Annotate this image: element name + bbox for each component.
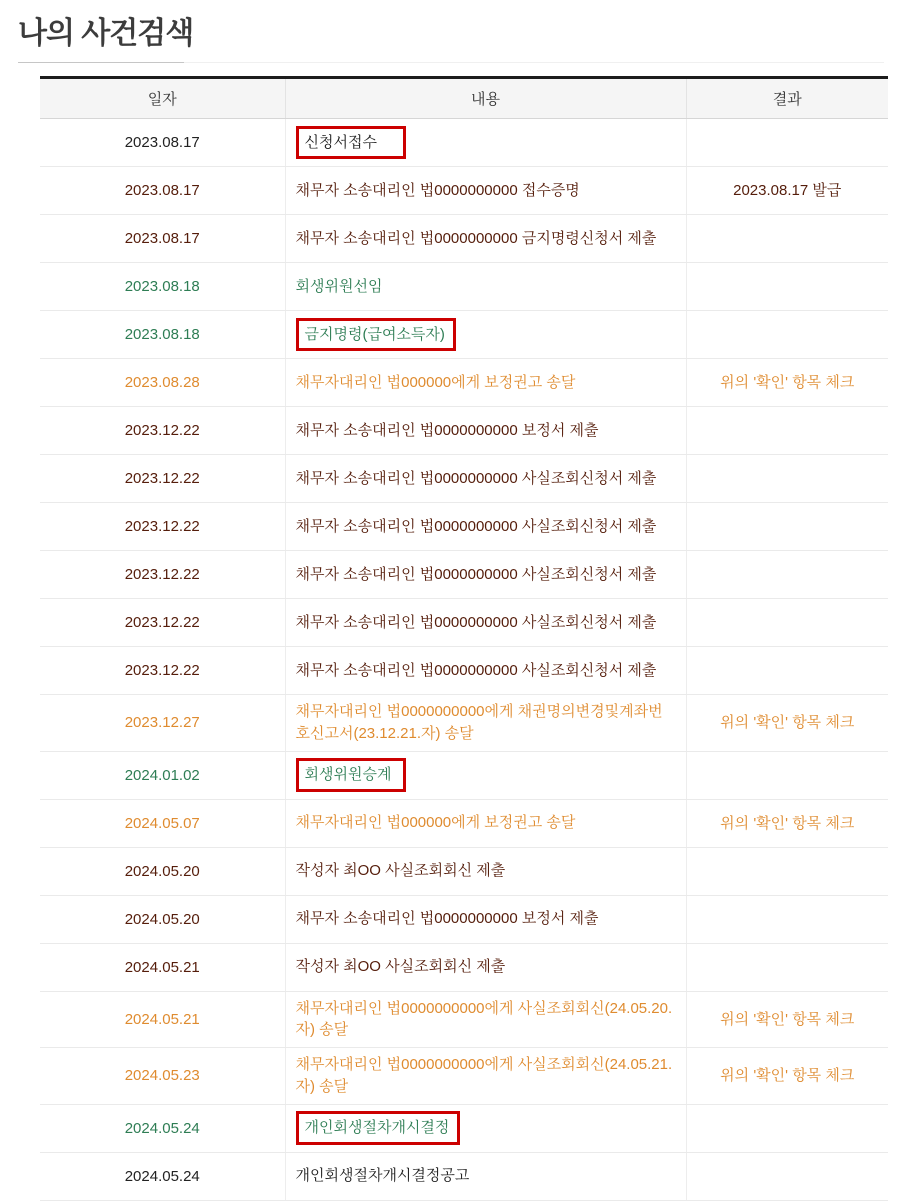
row-result: 위의 '확인' 항목 체크 (686, 695, 888, 752)
row-result: 위의 '확인' 항목 체크 (686, 991, 888, 1048)
table-header-row (40, 78, 888, 119)
row-content: 작성자 최OO 사실조회회신 제출 (285, 943, 686, 991)
highlight-box: 개인회생절차개시결정 (296, 1111, 461, 1145)
row-result (686, 1104, 888, 1152)
row-content: 채무자대리인 법0000000000에게 사실조회회신(24.05.20.자) 송달 (285, 991, 686, 1048)
row-content: 채무자대리인 법000000에게 보정권고 송달 (285, 799, 686, 847)
table-row (40, 799, 888, 847)
row-date: 2023.12.22 (40, 455, 285, 503)
case-table-body (40, 119, 888, 1201)
table-row (40, 695, 888, 752)
row-content: 채무자대리인 법0000000000에게 채권명의변경및계좌번호신고서(23.12.21.자) 송달 (285, 695, 686, 752)
row-result (686, 943, 888, 991)
row-content (285, 311, 686, 359)
table-row (40, 1048, 888, 1105)
row-result (686, 407, 888, 455)
table-row (40, 943, 888, 991)
row-result (686, 751, 888, 799)
table-row (40, 551, 888, 599)
table-row (40, 167, 888, 215)
row-date: 2024.05.07 (40, 799, 285, 847)
row-result (686, 551, 888, 599)
row-content: 채무자 소송대리인 법0000000000 사실조회신청서 제출 (285, 455, 686, 503)
row-content: 채무자 소송대리인 법0000000000 보정서 제출 (285, 407, 686, 455)
table-row (40, 895, 888, 943)
row-date: 2023.08.18 (40, 263, 285, 311)
row-content: 작성자 최OO 사실조회회신 제출 (285, 847, 686, 895)
row-result (686, 311, 888, 359)
row-result (686, 263, 888, 311)
row-content: 채무자 소송대리인 법0000000000 사실조회신청서 제출 (285, 503, 686, 551)
table-row (40, 311, 888, 359)
table-row (40, 215, 888, 263)
table-row (40, 263, 888, 311)
table-row (40, 1152, 888, 1200)
table-row (40, 599, 888, 647)
row-content: 개인회생절차개시결정공고 (285, 1152, 686, 1200)
row-result (686, 647, 888, 695)
row-date: 2024.05.21 (40, 991, 285, 1048)
table-row (40, 503, 888, 551)
table-row (40, 1104, 888, 1152)
table-header (40, 78, 888, 119)
row-result: 위의 '확인' 항목 체크 (686, 1048, 888, 1105)
row-date: 2023.08.18 (40, 311, 285, 359)
row-date: 2023.12.22 (40, 647, 285, 695)
table-row (40, 647, 888, 695)
row-date: 2023.12.22 (40, 503, 285, 551)
row-content: 채무자 소송대리인 법0000000000 보정서 제출 (285, 895, 686, 943)
page-title: 나의 사건검색 (18, 17, 194, 50)
row-content: 채무자 소송대리인 법0000000000 접수증명 (285, 167, 686, 215)
highlight-box: 금지명령(급여소득자) (296, 318, 456, 352)
row-content: 채무자 소송대리인 법0000000000 사실조회신청서 제출 (285, 599, 686, 647)
row-result: 위의 '확인' 항목 체크 (686, 359, 888, 407)
row-date: 2023.12.22 (40, 599, 285, 647)
row-result (686, 215, 888, 263)
row-content (285, 1104, 686, 1152)
row-result: 위의 '확인' 항목 체크 (686, 799, 888, 847)
table-row (40, 359, 888, 407)
table-row (40, 847, 888, 895)
row-date: 2024.05.24 (40, 1152, 285, 1200)
row-content: 채무자 소송대리인 법0000000000 사실조회신청서 제출 (285, 551, 686, 599)
row-result (686, 503, 888, 551)
table-row (40, 407, 888, 455)
row-date: 2024.05.23 (40, 1048, 285, 1105)
highlight-box: 회생위원승계 (296, 758, 406, 792)
row-date: 2024.01.02 (40, 751, 285, 799)
row-result (686, 1152, 888, 1200)
row-date: 2023.08.17 (40, 167, 285, 215)
title-divider-accent (18, 62, 184, 63)
table-row (40, 455, 888, 503)
row-date: 2023.12.27 (40, 695, 285, 752)
row-content: 채무자 소송대리인 법0000000000 사실조회신청서 제출 (285, 647, 686, 695)
case-history-table (40, 76, 888, 1201)
column-header-content: 내용 (285, 78, 686, 119)
column-header-result: 결과 (686, 78, 888, 119)
row-date: 2023.12.22 (40, 407, 285, 455)
row-content: 채무자대리인 법000000에게 보정권고 송달 (285, 359, 686, 407)
row-result (686, 119, 888, 167)
row-result (686, 455, 888, 503)
row-date: 2023.08.28 (40, 359, 285, 407)
table-row (40, 751, 888, 799)
highlight-box: 신청서접수 (296, 126, 406, 160)
row-date: 2024.05.20 (40, 895, 285, 943)
row-result (686, 895, 888, 943)
row-content: 회생위원선임 (285, 263, 686, 311)
row-result: 2023.08.17 발급 (686, 167, 888, 215)
row-result (686, 599, 888, 647)
row-date: 2024.05.20 (40, 847, 285, 895)
row-date: 2024.05.24 (40, 1104, 285, 1152)
column-header-date: 일자 (40, 78, 285, 119)
row-content (285, 119, 686, 167)
row-content (285, 751, 686, 799)
row-content: 채무자 소송대리인 법0000000000 금지명령신청서 제출 (285, 215, 686, 263)
row-date: 2024.05.21 (40, 943, 285, 991)
row-result (686, 847, 888, 895)
table-row (40, 119, 888, 167)
row-date: 2023.08.17 (40, 119, 285, 167)
row-date: 2023.08.17 (40, 215, 285, 263)
row-content: 채무자대리인 법0000000000에게 사실조회회신(24.05.21.자) 송달 (285, 1048, 686, 1105)
table-row (40, 991, 888, 1048)
row-date: 2023.12.22 (40, 551, 285, 599)
